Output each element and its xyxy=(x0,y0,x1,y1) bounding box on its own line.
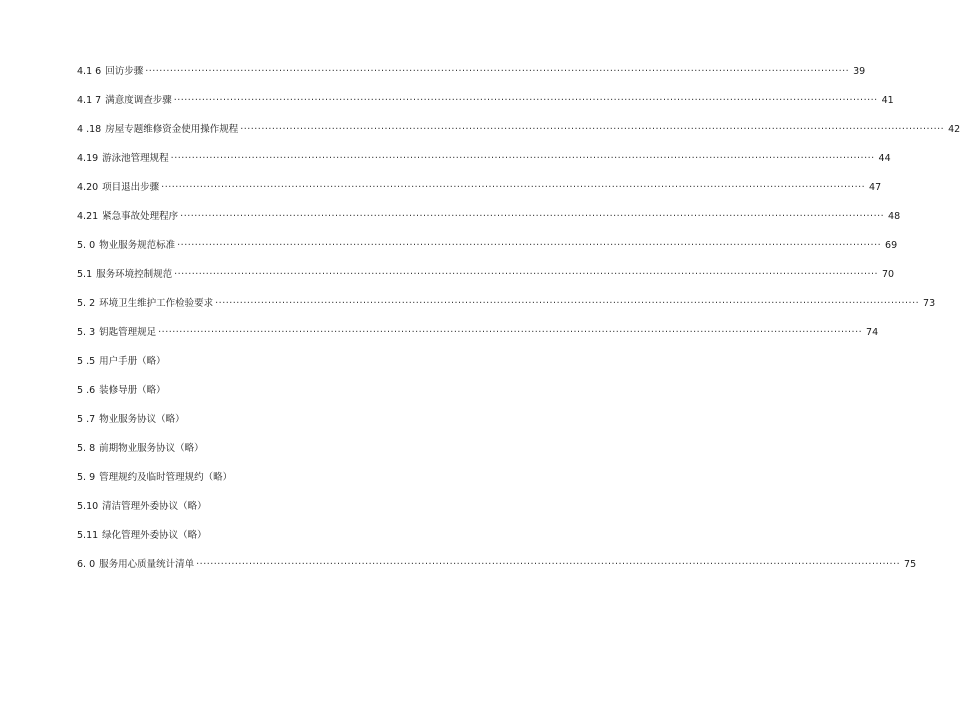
toc-entry-title: 清洁管理外委协议（略） xyxy=(102,501,207,512)
toc-entry-title: 前期物业服务协议（略） xyxy=(99,443,204,454)
toc-entry-number: 5 .5 xyxy=(77,356,96,367)
toc-entry-title: 装修导册（略） xyxy=(99,385,166,396)
toc-entry-title: 绿化管理外委协议（略） xyxy=(102,530,207,541)
toc-entry-title: 项目退出步骤 xyxy=(102,182,160,193)
toc-entry-number: 5. 8 xyxy=(77,443,96,454)
dot-leader: ········································································································································································································ xyxy=(158,327,863,338)
toc-entry-number: 5. 0 xyxy=(77,240,96,251)
toc-entry-title: 用户手册（略） xyxy=(99,356,166,367)
toc-entry-page-number: 74 xyxy=(866,327,879,338)
toc-entry[interactable] xyxy=(77,470,421,486)
toc-entry-number: 5 .7 xyxy=(77,414,96,425)
toc-entry-title: 服务环境控制规范 xyxy=(96,269,173,280)
toc-entry-number: 5.10 xyxy=(77,501,99,512)
toc-entry-number: 4.1 6 xyxy=(77,66,102,77)
toc-entry-number: 4.20 xyxy=(77,182,99,193)
toc-entry-number: 5. 9 xyxy=(77,472,96,483)
dot-leader: ········································································································································································································ xyxy=(240,124,945,135)
dot-leader: ········································································································································································································ xyxy=(170,153,875,164)
toc-entry[interactable] xyxy=(77,499,421,515)
toc-entry[interactable] xyxy=(77,93,894,109)
toc-entry-title: 物业服务协议（略） xyxy=(99,414,185,425)
toc-entry-title: 紧急事故处理程序 xyxy=(102,211,179,222)
toc-entry-number: 4.21 xyxy=(77,211,99,222)
toc-entry-number: 5. 3 xyxy=(77,327,96,338)
toc-entry-number: 4 .18 xyxy=(77,124,102,135)
toc-entry-page-number: 39 xyxy=(853,66,866,77)
dot-leader: ········································································································································································································ xyxy=(177,240,882,251)
toc-entry-title: 回访步骤 xyxy=(105,66,144,77)
toc-entry-page-number: 70 xyxy=(882,269,895,280)
toc-entry[interactable] xyxy=(77,412,421,428)
toc-entry[interactable] xyxy=(77,209,901,225)
toc-entry-page-number: 47 xyxy=(869,182,882,193)
toc-entry[interactable] xyxy=(77,325,879,341)
toc-entry-page-number: 41 xyxy=(881,95,894,106)
toc-entry[interactable] xyxy=(77,557,917,573)
toc-entry-title: 房屋专题维修资金使用操作规程 xyxy=(105,124,239,135)
toc-entry[interactable] xyxy=(77,180,882,196)
toc-entry-title: 物业服务规范标准 xyxy=(99,240,176,251)
toc-entry[interactable] xyxy=(77,383,421,399)
dot-leader: ········································································································································································································ xyxy=(196,559,901,570)
toc-entry[interactable] xyxy=(77,122,960,138)
dot-leader: ········································································································································································································ xyxy=(145,66,850,77)
toc-entry[interactable] xyxy=(77,528,421,544)
toc-entry-number: 4.1 7 xyxy=(77,95,102,106)
dot-leader: ········································································································································································································ xyxy=(215,298,920,309)
toc-entry-title: 满意度调查步骤 xyxy=(105,95,172,106)
toc-entry[interactable] xyxy=(77,296,936,312)
toc-entry-title: 服务用心质量统计清单 xyxy=(99,559,195,570)
toc-entry[interactable] xyxy=(77,441,421,457)
toc-entry[interactable] xyxy=(77,238,898,254)
toc-entry-page-number: 73 xyxy=(923,298,936,309)
toc-entry-title: 管理规约及临时管理规约（略） xyxy=(99,472,233,483)
toc-entry-page-number: 69 xyxy=(885,240,898,251)
toc-entry-page-number: 42 xyxy=(948,124,960,135)
toc-entry-title: 环境卫生维护工作检验要求 xyxy=(99,298,214,309)
toc-entry-number: 5.11 xyxy=(77,530,99,541)
toc-entry-page-number: 44 xyxy=(878,153,891,164)
toc-entry[interactable] xyxy=(77,267,895,283)
dot-leader: ········································································································································································································ xyxy=(174,269,879,280)
toc-entry-number: 6. 0 xyxy=(77,559,96,570)
toc-entry[interactable] xyxy=(77,151,891,167)
toc-entry-page-number: 48 xyxy=(888,211,901,222)
dot-leader: ········································································································································································································ xyxy=(180,211,885,222)
toc-entry-number: 5.1 xyxy=(77,269,93,280)
toc-entry[interactable] xyxy=(77,64,866,80)
dot-leader: ········································································································································································································ xyxy=(173,95,878,106)
toc-entry-title: 钥匙管理规足 xyxy=(99,327,157,338)
dot-leader: ········································································································································································································ xyxy=(161,182,866,193)
toc-entry-number: 4.19 xyxy=(77,153,99,164)
toc-entry-number: 5. 2 xyxy=(77,298,96,309)
toc-entry-page-number: 75 xyxy=(904,559,917,570)
toc-entry-title: 游泳池管理规程 xyxy=(102,153,169,164)
toc-entry[interactable] xyxy=(77,354,421,370)
toc-entry-number: 5 .6 xyxy=(77,385,96,396)
